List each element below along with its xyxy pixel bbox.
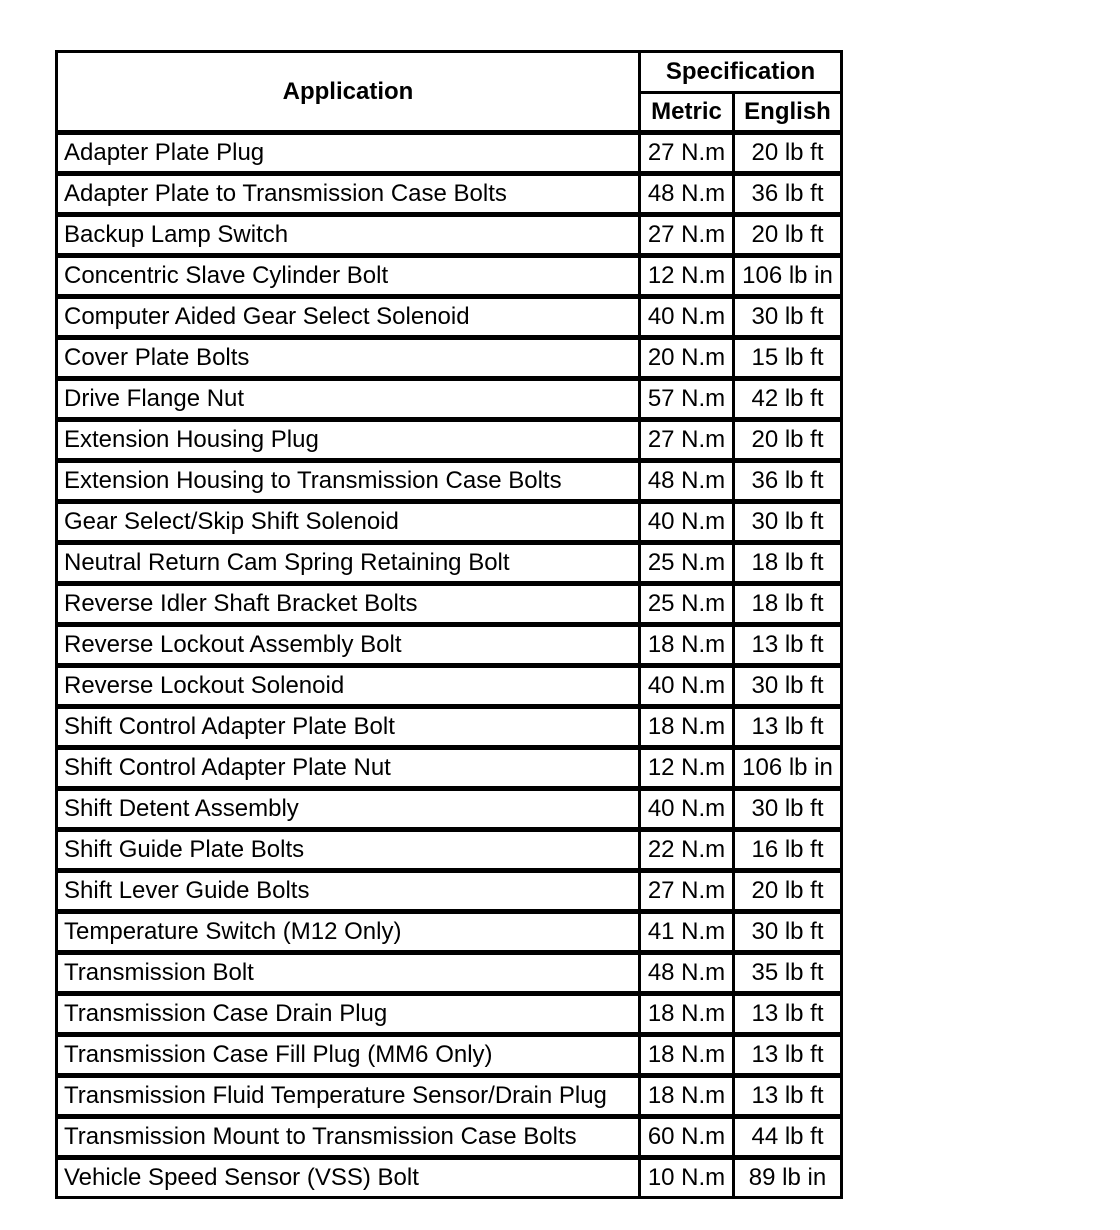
table-row <box>57 789 842 830</box>
table-row <box>57 174 842 215</box>
metric-torque-cell: 48 N.m <box>640 174 734 215</box>
table-row <box>57 297 842 338</box>
table-row <box>57 912 842 953</box>
metric-torque-cell: 40 N.m <box>640 297 734 338</box>
metric-torque-cell: 18 N.m <box>640 625 734 666</box>
metric-torque-cell: 27 N.m <box>640 420 734 461</box>
application-cell: Concentric Slave Cylinder Bolt <box>57 256 640 297</box>
metric-column-header: Metric <box>640 93 734 133</box>
table-row <box>57 830 842 871</box>
table-body <box>57 133 842 1198</box>
application-cell: Cover Plate Bolts <box>57 338 640 379</box>
english-torque-cell: 18 lb ft <box>734 584 842 625</box>
table-row <box>57 707 842 748</box>
metric-torque-cell: 18 N.m <box>640 707 734 748</box>
metric-torque-cell: 25 N.m <box>640 584 734 625</box>
english-torque-cell: 20 lb ft <box>734 871 842 912</box>
table-row <box>57 215 842 256</box>
english-torque-cell: 106 lb in <box>734 256 842 297</box>
application-cell: Transmission Mount to Transmission Case Bolts <box>57 1117 640 1158</box>
english-torque-cell: 13 lb ft <box>734 707 842 748</box>
metric-torque-cell: 60 N.m <box>640 1117 734 1158</box>
english-torque-cell: 30 lb ft <box>734 502 842 543</box>
table-row <box>57 625 842 666</box>
english-torque-cell: 35 lb ft <box>734 953 842 994</box>
application-cell: Reverse Lockout Solenoid <box>57 666 640 707</box>
application-cell: Backup Lamp Switch <box>57 215 640 256</box>
table-row <box>57 502 842 543</box>
metric-torque-cell: 40 N.m <box>640 666 734 707</box>
english-torque-cell: 13 lb ft <box>734 994 842 1035</box>
metric-torque-cell: 18 N.m <box>640 1076 734 1117</box>
metric-torque-cell: 18 N.m <box>640 1035 734 1076</box>
english-torque-cell: 89 lb in <box>734 1158 842 1198</box>
english-torque-cell: 18 lb ft <box>734 543 842 584</box>
metric-torque-cell: 18 N.m <box>640 994 734 1035</box>
table-row <box>57 1117 842 1158</box>
metric-torque-cell: 27 N.m <box>640 871 734 912</box>
metric-torque-cell: 22 N.m <box>640 830 734 871</box>
table-row <box>57 1076 842 1117</box>
application-cell: Shift Detent Assembly <box>57 789 640 830</box>
english-torque-cell: 20 lb ft <box>734 420 842 461</box>
application-cell: Shift Control Adapter Plate Nut <box>57 748 640 789</box>
english-torque-cell: 30 lb ft <box>734 912 842 953</box>
application-cell: Drive Flange Nut <box>57 379 640 420</box>
table-row <box>57 1158 842 1198</box>
table-row <box>57 1035 842 1076</box>
metric-torque-cell: 20 N.m <box>640 338 734 379</box>
table-row <box>57 871 842 912</box>
table-row <box>57 748 842 789</box>
application-cell: Extension Housing to Transmission Case Bolts <box>57 461 640 502</box>
table-row <box>57 666 842 707</box>
english-torque-cell: 15 lb ft <box>734 338 842 379</box>
metric-torque-cell: 12 N.m <box>640 748 734 789</box>
application-cell: Adapter Plate to Transmission Case Bolts <box>57 174 640 215</box>
english-torque-cell: 42 lb ft <box>734 379 842 420</box>
application-cell: Shift Guide Plate Bolts <box>57 830 640 871</box>
application-cell: Transmission Case Drain Plug <box>57 994 640 1035</box>
metric-torque-cell: 27 N.m <box>640 133 734 174</box>
metric-torque-cell: 57 N.m <box>640 379 734 420</box>
english-torque-cell: 36 lb ft <box>734 174 842 215</box>
application-cell: Reverse Lockout Assembly Bolt <box>57 625 640 666</box>
application-cell: Reverse Idler Shaft Bracket Bolts <box>57 584 640 625</box>
application-cell: Vehicle Speed Sensor (VSS) Bolt <box>57 1158 640 1198</box>
english-torque-cell: 106 lb in <box>734 748 842 789</box>
metric-torque-cell: 41 N.m <box>640 912 734 953</box>
table-row <box>57 953 842 994</box>
english-torque-cell: 30 lb ft <box>734 297 842 338</box>
application-cell: Transmission Bolt <box>57 953 640 994</box>
metric-torque-cell: 40 N.m <box>640 789 734 830</box>
fastener-specification-table <box>55 50 843 1199</box>
english-torque-cell: 20 lb ft <box>734 133 842 174</box>
table-row <box>57 584 842 625</box>
table-row <box>57 420 842 461</box>
english-column-header: English <box>734 93 842 133</box>
application-column-header: Application <box>57 52 640 133</box>
english-torque-cell: 13 lb ft <box>734 625 842 666</box>
application-cell: Neutral Return Cam Spring Retaining Bolt <box>57 543 640 584</box>
table-row <box>57 338 842 379</box>
application-cell: Transmission Fluid Temperature Sensor/Drain Plug <box>57 1076 640 1117</box>
metric-torque-cell: 25 N.m <box>640 543 734 584</box>
table-row <box>57 543 842 584</box>
application-cell: Computer Aided Gear Select Solenoid <box>57 297 640 338</box>
specification-column-header: Specification <box>640 52 842 93</box>
metric-torque-cell: 48 N.m <box>640 953 734 994</box>
metric-torque-cell: 10 N.m <box>640 1158 734 1198</box>
metric-torque-cell: 12 N.m <box>640 256 734 297</box>
table-row <box>57 994 842 1035</box>
table-header <box>57 52 842 133</box>
english-torque-cell: 16 lb ft <box>734 830 842 871</box>
header-row-top <box>57 52 842 93</box>
application-cell: Transmission Case Fill Plug (MM6 Only) <box>57 1035 640 1076</box>
application-cell: Temperature Switch (M12 Only) <box>57 912 640 953</box>
table-row <box>57 133 842 174</box>
application-cell: Shift Lever Guide Bolts <box>57 871 640 912</box>
application-cell: Adapter Plate Plug <box>57 133 640 174</box>
application-cell: Shift Control Adapter Plate Bolt <box>57 707 640 748</box>
metric-torque-cell: 48 N.m <box>640 461 734 502</box>
english-torque-cell: 13 lb ft <box>734 1076 842 1117</box>
table-row <box>57 379 842 420</box>
table-row <box>57 256 842 297</box>
english-torque-cell: 36 lb ft <box>734 461 842 502</box>
english-torque-cell: 13 lb ft <box>734 1035 842 1076</box>
english-torque-cell: 30 lb ft <box>734 666 842 707</box>
english-torque-cell: 20 lb ft <box>734 215 842 256</box>
application-cell: Gear Select/Skip Shift Solenoid <box>57 502 640 543</box>
metric-torque-cell: 40 N.m <box>640 502 734 543</box>
english-torque-cell: 30 lb ft <box>734 789 842 830</box>
table-row <box>57 461 842 502</box>
english-torque-cell: 44 lb ft <box>734 1117 842 1158</box>
metric-torque-cell: 27 N.m <box>640 215 734 256</box>
application-cell: Extension Housing Plug <box>57 420 640 461</box>
